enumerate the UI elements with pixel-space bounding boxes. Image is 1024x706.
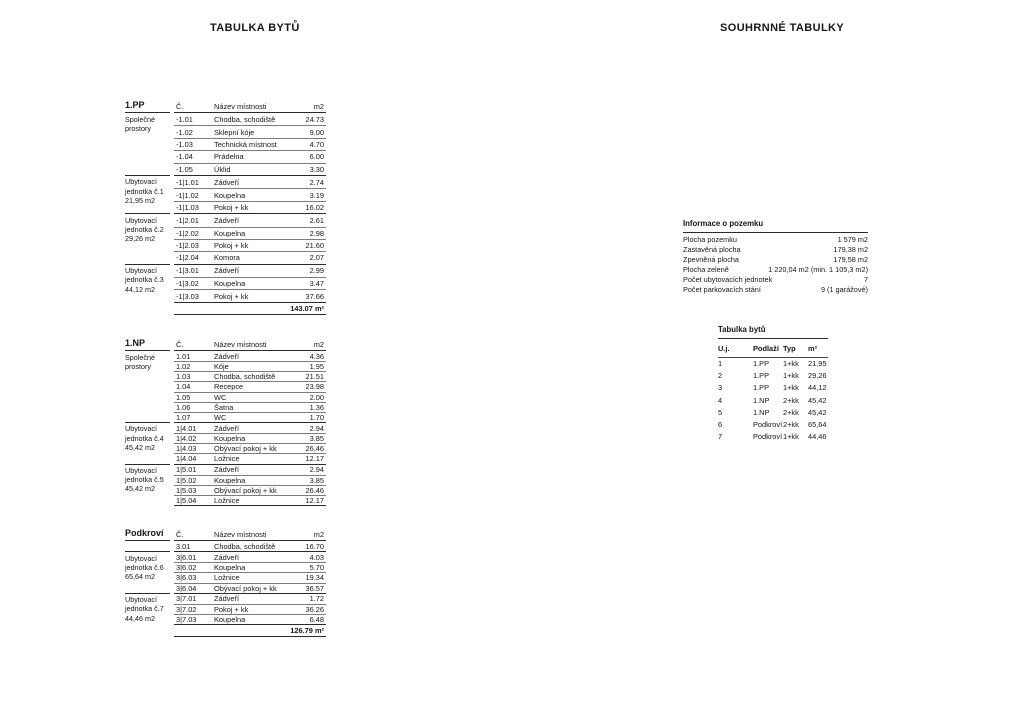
room-row bbox=[174, 594, 326, 604]
room-number: 3|6.03 bbox=[176, 573, 197, 583]
room-name: WC bbox=[214, 392, 227, 402]
land-info-value: 1 579 m2 bbox=[837, 235, 868, 244]
unit-cell: 2+kk bbox=[783, 420, 799, 430]
room-number: -1|2.02 bbox=[176, 228, 199, 238]
room-number: 1.04 bbox=[176, 382, 191, 392]
room-area: 3.30 bbox=[309, 164, 324, 174]
room-number: 1|4.02 bbox=[176, 434, 197, 444]
unit-cell: 1 bbox=[718, 359, 723, 369]
room-name: Ložnice bbox=[214, 454, 240, 464]
units-summary-table bbox=[718, 325, 828, 443]
unit-cell: 1+kk bbox=[783, 371, 799, 381]
room-number: 1|4.03 bbox=[176, 444, 197, 454]
land-info-value: 179,58 m2 bbox=[833, 255, 868, 264]
room-number: -1|3.03 bbox=[176, 291, 199, 301]
room-name: Obývací pokoj + kk bbox=[214, 583, 277, 593]
land-info-label: Počet parkovacích stání bbox=[683, 285, 761, 294]
unit-row bbox=[718, 418, 828, 430]
room-group bbox=[125, 593, 326, 624]
units-col-header: Podlaží bbox=[753, 344, 779, 353]
column-headers bbox=[174, 338, 326, 351]
room-name: Koupelna bbox=[214, 563, 246, 573]
room-area: 5.70 bbox=[309, 563, 324, 573]
land-info-rows bbox=[683, 235, 868, 295]
room-row bbox=[174, 475, 326, 485]
room-group bbox=[125, 551, 326, 593]
group-label: Společné prostory bbox=[125, 114, 155, 133]
room-name: Koupelna bbox=[214, 279, 246, 289]
room-name: Sklepní kóje bbox=[214, 127, 255, 137]
unit-cell: 65,64 bbox=[808, 420, 827, 430]
land-info-value: 7 bbox=[863, 275, 868, 284]
room-area: 16.02 bbox=[305, 202, 324, 212]
col-header-name: Název místnosti bbox=[214, 529, 267, 539]
room-group bbox=[125, 351, 326, 422]
room-number: -1.05 bbox=[176, 164, 193, 174]
land-info-label: Zastavěná plocha bbox=[683, 245, 741, 254]
room-row bbox=[174, 541, 326, 551]
units-table-rows bbox=[718, 358, 828, 443]
room-number: -1|3.01 bbox=[176, 266, 199, 276]
unit-cell: 44,12 bbox=[808, 383, 827, 393]
column-headers bbox=[174, 100, 326, 113]
room-row bbox=[174, 453, 326, 463]
room-area: 37.66 bbox=[305, 291, 324, 301]
room-number: 3|6.01 bbox=[176, 552, 197, 562]
room-row bbox=[174, 371, 326, 381]
room-name: Zádveří bbox=[214, 423, 240, 433]
floor-table-header bbox=[125, 528, 326, 541]
land-info-value: 9 (1 garážové) bbox=[820, 285, 868, 294]
room-name: Koupelna bbox=[214, 434, 246, 444]
room-number: 1|4.04 bbox=[176, 454, 197, 464]
room-number: 1.06 bbox=[176, 402, 191, 412]
room-name: Koupelna bbox=[214, 615, 246, 625]
room-row bbox=[174, 495, 326, 505]
room-number: 3.01 bbox=[176, 541, 191, 551]
group-rows bbox=[174, 351, 326, 422]
room-area: 12.17 bbox=[305, 454, 324, 464]
room-row bbox=[174, 227, 326, 239]
room-number: 3|6.02 bbox=[176, 563, 197, 573]
group-label: Společné prostory bbox=[125, 352, 155, 371]
room-row bbox=[174, 402, 326, 412]
land-info-row bbox=[683, 275, 868, 285]
room-name: Kóje bbox=[214, 362, 229, 372]
col-header-name: Název místnosti bbox=[214, 339, 267, 349]
room-row bbox=[174, 289, 326, 301]
room-area: 36.26 bbox=[305, 604, 324, 614]
room-area: 1.95 bbox=[309, 362, 324, 372]
land-info-row bbox=[683, 235, 868, 245]
room-number: 1.07 bbox=[176, 412, 191, 422]
room-name: Obývací pokoj + kk bbox=[214, 444, 277, 454]
floor-table bbox=[125, 528, 326, 637]
room-area: 19.34 bbox=[305, 573, 324, 583]
group-rows bbox=[174, 541, 326, 551]
room-group bbox=[125, 113, 326, 175]
land-info-label: Plocha pozemku bbox=[683, 235, 737, 244]
group-label bbox=[125, 541, 170, 551]
room-name: Pokoj + kk bbox=[214, 202, 249, 212]
sheet-title-left: TABULKA BYTŮ bbox=[210, 22, 300, 34]
room-area: 2.99 bbox=[309, 266, 324, 276]
col-header-number: Č. bbox=[176, 101, 184, 111]
floor-table-header bbox=[125, 338, 326, 351]
room-row bbox=[174, 351, 326, 361]
unit-cell: 45,42 bbox=[808, 407, 827, 417]
room-name: WC bbox=[214, 412, 227, 422]
units-col-header: U.j. bbox=[718, 344, 730, 353]
units-col-header: m² bbox=[808, 344, 818, 353]
room-number: 3|6.04 bbox=[176, 583, 197, 593]
room-row bbox=[174, 239, 326, 251]
floor-total-row bbox=[125, 624, 326, 637]
room-area: 2.74 bbox=[309, 177, 324, 187]
col-header-name: Název místnosti bbox=[214, 101, 267, 111]
group-label: Ubytovací jednotka č.1 21,95 m2 bbox=[125, 175, 170, 213]
room-row bbox=[174, 138, 326, 150]
room-number: 1|5.02 bbox=[176, 475, 197, 485]
room-area: 26.46 bbox=[305, 485, 324, 495]
room-area: 2.98 bbox=[309, 228, 324, 238]
unit-row bbox=[718, 431, 828, 443]
unit-cell: 2+kk bbox=[783, 407, 799, 417]
land-info-value: 1 220,04 m2 (min. 1 105,3 m2) bbox=[768, 265, 868, 274]
unit-cell: 29,26 bbox=[808, 371, 827, 381]
room-area: 6.00 bbox=[309, 152, 324, 162]
land-info-label: Plocha zeleně bbox=[683, 265, 729, 274]
group-rows bbox=[174, 213, 326, 264]
unit-cell: 2+kk bbox=[783, 395, 799, 405]
unit-cell: 1.PP bbox=[753, 359, 770, 369]
land-info-row bbox=[683, 265, 868, 275]
col-header-area: m2 bbox=[313, 339, 324, 349]
room-row bbox=[174, 552, 326, 562]
unit-row bbox=[718, 370, 828, 382]
floor-name: 1.PP bbox=[125, 100, 170, 113]
group-label: Ubytovací jednotka č.5 45,42 m2 bbox=[125, 464, 170, 507]
room-row bbox=[174, 201, 326, 213]
room-name: Chodba, schodiště bbox=[214, 114, 276, 124]
room-area: 24.73 bbox=[305, 114, 324, 124]
room-name: Koupelna bbox=[214, 228, 246, 238]
room-number: 3|7.01 bbox=[176, 594, 197, 604]
room-number: -1|1.03 bbox=[176, 202, 199, 212]
col-header-area: m2 bbox=[313, 101, 324, 111]
room-area: 23.98 bbox=[305, 382, 324, 392]
unit-cell: 2 bbox=[718, 371, 723, 381]
room-area: 2.61 bbox=[309, 215, 324, 225]
land-info-row bbox=[683, 245, 868, 255]
floor-table-header bbox=[125, 100, 326, 113]
room-name: Zádveří bbox=[214, 594, 240, 604]
room-number: -1|2.03 bbox=[176, 241, 199, 251]
room-number: 1|5.01 bbox=[176, 465, 197, 475]
floor-table bbox=[125, 100, 326, 315]
room-number: -1|1.01 bbox=[176, 177, 199, 187]
room-number: -1|2.01 bbox=[176, 215, 199, 225]
room-number: -1|2.04 bbox=[176, 253, 199, 263]
column-headers bbox=[174, 528, 326, 541]
room-row bbox=[174, 150, 326, 162]
room-number: -1|1.02 bbox=[176, 190, 199, 200]
unit-cell: 5 bbox=[718, 407, 723, 417]
room-area: 9.00 bbox=[309, 127, 324, 137]
col-header-number: Č. bbox=[176, 339, 184, 349]
room-name: Recepce bbox=[214, 382, 244, 392]
room-area: 12.17 bbox=[305, 496, 324, 506]
room-area: 2.94 bbox=[309, 423, 324, 433]
room-area: 4.36 bbox=[309, 351, 324, 361]
room-row bbox=[174, 485, 326, 495]
room-number: 3|7.03 bbox=[176, 615, 197, 625]
unit-cell: 7 bbox=[718, 432, 723, 442]
land-info-title: Informace o pozemku bbox=[683, 219, 868, 233]
room-name: Chodba, schodiště bbox=[214, 541, 276, 551]
room-name: Prádelna bbox=[214, 152, 244, 162]
room-name: Pokoj + kk bbox=[214, 291, 249, 301]
room-row bbox=[174, 214, 326, 226]
unit-cell: 1+kk bbox=[783, 359, 799, 369]
room-row bbox=[174, 614, 326, 624]
room-area: 26.46 bbox=[305, 444, 324, 454]
floor-table bbox=[125, 338, 326, 506]
room-row bbox=[174, 562, 326, 572]
room-area: 1.70 bbox=[309, 412, 324, 422]
room-number: -1.01 bbox=[176, 114, 193, 124]
room-number: 1.03 bbox=[176, 372, 191, 382]
room-name: Koupelna bbox=[214, 475, 246, 485]
room-area: 2.07 bbox=[309, 253, 324, 263]
room-area: 4.03 bbox=[309, 552, 324, 562]
group-rows bbox=[174, 464, 326, 507]
land-info-value: 179,38 m2 bbox=[833, 245, 868, 254]
room-group bbox=[125, 264, 326, 302]
floor-total-value: 126.79 m² bbox=[174, 624, 326, 637]
room-number: 1|5.03 bbox=[176, 485, 197, 495]
group-rows bbox=[174, 422, 326, 464]
room-row bbox=[174, 583, 326, 593]
room-number: -1.02 bbox=[176, 127, 193, 137]
room-number: 1.05 bbox=[176, 392, 191, 402]
unit-cell: 3 bbox=[718, 383, 723, 393]
room-number: -1.03 bbox=[176, 139, 193, 149]
col-header-area: m2 bbox=[313, 529, 324, 539]
room-name: Pokoj + kk bbox=[214, 241, 249, 251]
room-group bbox=[125, 422, 326, 464]
group-rows bbox=[174, 264, 326, 302]
room-group bbox=[125, 464, 326, 507]
units-table-title: Tabulka bytů bbox=[718, 325, 828, 339]
room-name: Koupelna bbox=[214, 190, 246, 200]
room-area: 21.60 bbox=[305, 241, 324, 251]
room-name: Zádveří bbox=[214, 215, 240, 225]
room-name: Zádveří bbox=[214, 177, 240, 187]
group-label: Ubytovací jednotka č.3 44,12 m2 bbox=[125, 264, 170, 302]
room-row bbox=[174, 277, 326, 289]
unit-cell: 4 bbox=[718, 395, 723, 405]
room-name: Zádveří bbox=[214, 266, 240, 276]
land-info-label: Zpevněná plocha bbox=[683, 255, 739, 264]
room-area: 2.94 bbox=[309, 465, 324, 475]
room-area: 4.70 bbox=[309, 139, 324, 149]
room-number: 1.01 bbox=[176, 351, 191, 361]
room-name: Ložnice bbox=[214, 573, 240, 583]
room-area: 16.70 bbox=[305, 541, 324, 551]
room-row bbox=[174, 465, 326, 475]
unit-cell: Podkroví bbox=[753, 432, 783, 442]
group-rows bbox=[174, 593, 326, 624]
room-number: -1|3.02 bbox=[176, 279, 199, 289]
room-name: Zádveří bbox=[214, 552, 240, 562]
unit-row bbox=[718, 382, 828, 394]
room-number: -1.04 bbox=[176, 152, 193, 162]
units-col-header: Typ bbox=[783, 344, 796, 353]
room-name: Chodba, schodiště bbox=[214, 372, 276, 382]
room-area: 21.51 bbox=[305, 372, 324, 382]
floor-total-row bbox=[125, 302, 326, 315]
unit-row bbox=[718, 358, 828, 370]
unit-cell: 21,95 bbox=[808, 359, 827, 369]
room-name: Šatna bbox=[214, 402, 234, 412]
room-area: 1.36 bbox=[309, 402, 324, 412]
room-area: 1.72 bbox=[309, 594, 324, 604]
room-row bbox=[174, 412, 326, 422]
room-number: 3|7.02 bbox=[176, 604, 197, 614]
room-name: Zádveří bbox=[214, 351, 240, 361]
unit-cell: 6 bbox=[718, 420, 723, 430]
land-info-row bbox=[683, 255, 868, 265]
room-row bbox=[174, 443, 326, 453]
room-row bbox=[174, 251, 326, 263]
group-rows bbox=[174, 551, 326, 593]
sheet-title-right: SOUHRNNÉ TABULKY bbox=[720, 22, 845, 34]
group-label: Ubytovací jednotka č.7 44,46 m2 bbox=[125, 593, 170, 624]
room-row bbox=[174, 176, 326, 188]
room-row bbox=[174, 423, 326, 433]
room-group bbox=[125, 175, 326, 213]
room-row bbox=[174, 163, 326, 175]
room-row bbox=[174, 265, 326, 277]
room-number: 1|4.01 bbox=[176, 423, 197, 433]
room-area: 36.57 bbox=[305, 583, 324, 593]
unit-cell: 45,42 bbox=[808, 395, 827, 405]
room-group bbox=[125, 541, 326, 551]
room-row bbox=[174, 188, 326, 200]
unit-row bbox=[718, 406, 828, 418]
room-area-tables bbox=[125, 0, 326, 706]
unit-row bbox=[718, 394, 828, 406]
room-row bbox=[174, 361, 326, 371]
room-row bbox=[174, 392, 326, 402]
room-area: 3.19 bbox=[309, 190, 324, 200]
floor-name: Podkroví bbox=[125, 528, 170, 541]
room-area: 3.85 bbox=[309, 434, 324, 444]
room-row bbox=[174, 125, 326, 137]
room-number: 1|5.04 bbox=[176, 496, 197, 506]
floor-name: 1.NP bbox=[125, 338, 170, 351]
room-name: Úklid bbox=[214, 164, 231, 174]
group-label: Ubytovací jednotka č.6 65,64 m2 bbox=[125, 551, 170, 593]
room-name: Zádveří bbox=[214, 465, 240, 475]
unit-cell: 1+kk bbox=[783, 383, 799, 393]
room-row bbox=[174, 381, 326, 391]
room-row bbox=[174, 604, 326, 614]
floor-total-value: 143.07 m² bbox=[174, 302, 326, 315]
group-rows bbox=[174, 113, 326, 175]
land-info-row bbox=[683, 285, 868, 295]
room-group bbox=[125, 213, 326, 264]
unit-cell: 1.PP bbox=[753, 383, 770, 393]
col-header-number: Č. bbox=[176, 529, 184, 539]
room-name: Technická místnost bbox=[214, 139, 277, 149]
unit-cell: 1.PP bbox=[753, 371, 770, 381]
room-area: 3.47 bbox=[309, 279, 324, 289]
room-name: Pokoj + kk bbox=[214, 604, 249, 614]
unit-cell: 44,46 bbox=[808, 432, 827, 442]
group-rows bbox=[174, 175, 326, 213]
land-info-label: Počet ubytovacích jednotek bbox=[683, 275, 773, 284]
room-name: Obývací pokoj + kk bbox=[214, 485, 277, 495]
room-row bbox=[174, 113, 326, 125]
room-number: 1.02 bbox=[176, 362, 191, 372]
group-label: Ubytovací jednotka č.4 45,42 m2 bbox=[125, 422, 170, 464]
unit-cell: 1+kk bbox=[783, 432, 799, 442]
room-name: Ložnice bbox=[214, 496, 240, 506]
units-table-header bbox=[718, 341, 828, 358]
unit-cell: 1.NP bbox=[753, 407, 770, 417]
room-row bbox=[174, 433, 326, 443]
room-area: 2.00 bbox=[309, 392, 324, 402]
room-name: Komora bbox=[214, 253, 240, 263]
unit-cell: Podkroví bbox=[753, 420, 783, 430]
room-row bbox=[174, 572, 326, 582]
room-area: 3.85 bbox=[309, 475, 324, 485]
group-label: Ubytovací jednotka č.2 29,26 m2 bbox=[125, 213, 170, 264]
room-area: 6.48 bbox=[309, 615, 324, 625]
land-info-block bbox=[683, 219, 868, 295]
unit-cell: 1.NP bbox=[753, 395, 770, 405]
